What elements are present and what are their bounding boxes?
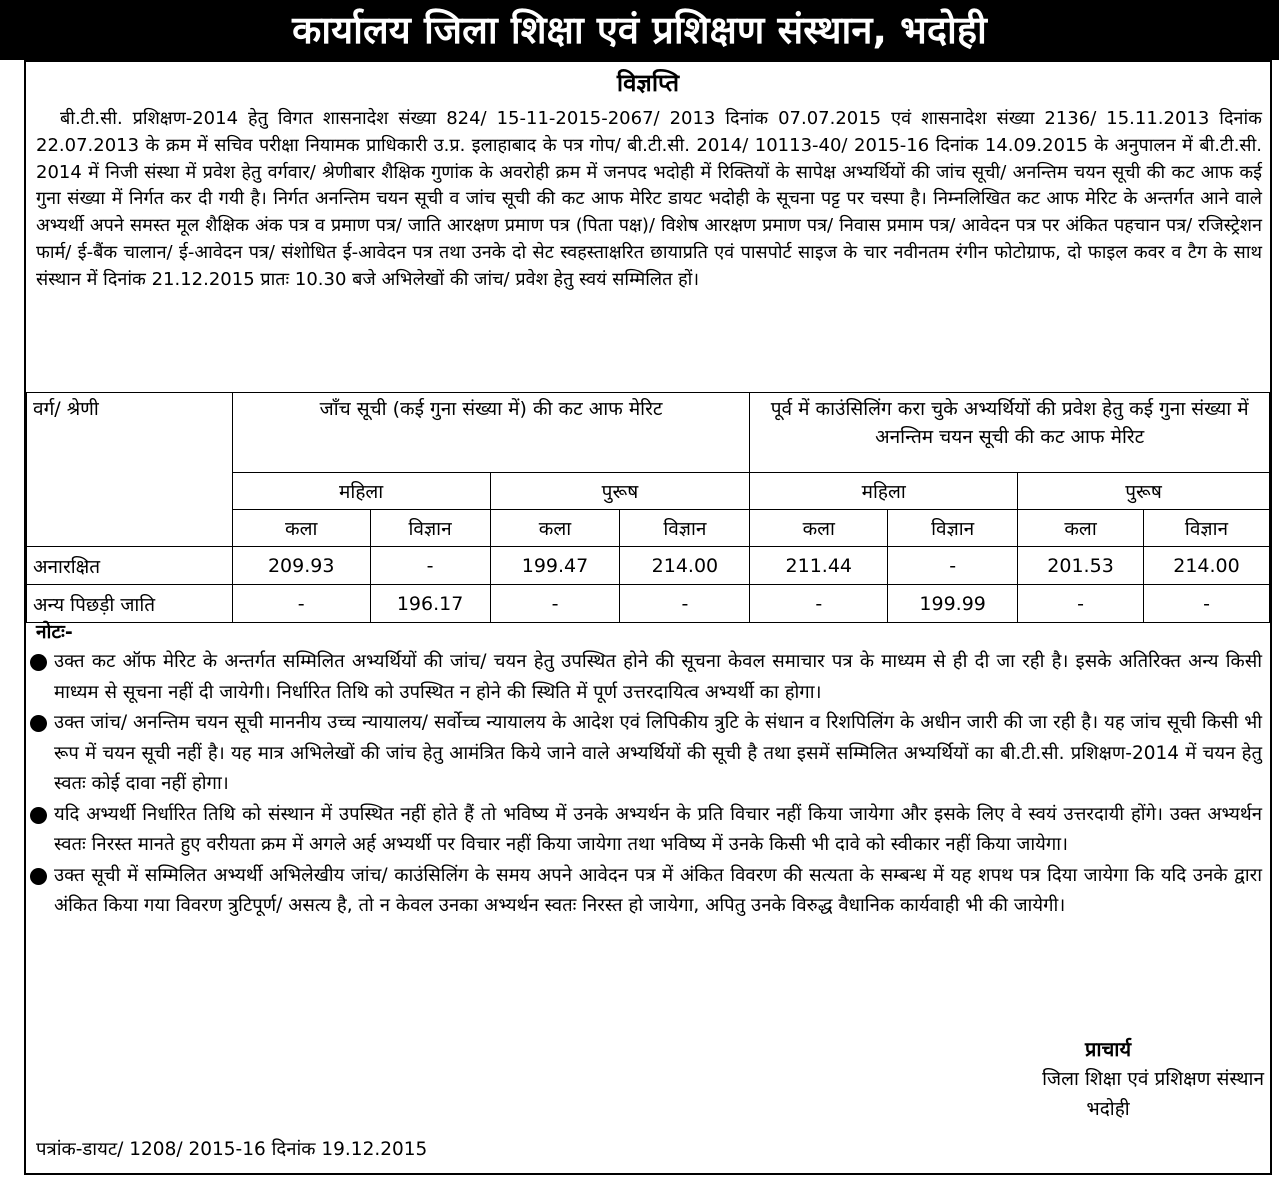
table-cell: - [1144, 585, 1270, 623]
reference-number: पत्रांक-डायट/ 1208/ 2015-16 दिनांक 19.12.2015 [36, 1139, 428, 1160]
table-cell: 199.99 [888, 585, 1018, 623]
signature-block [1042, 1034, 1264, 1124]
science-header: विज्ञान [370, 510, 490, 547]
science-header: विज्ञान [620, 510, 750, 547]
table-cell: 196.17 [370, 585, 490, 623]
science-header: विज्ञान [1144, 510, 1270, 547]
bullet-icon [30, 654, 47, 671]
row-category: अन्य पिछड़ी जाति [27, 585, 233, 623]
group-header-provisional-list: पूर्व में काउंसिलिंग करा चुके अभ्यर्थियों की प्रवेश हेतु कई गुना संख्या में अनन्तिम चयन सूची की कट आफ मेरिट [750, 393, 1270, 473]
category-header: वर्ग/ श्रेणी [27, 393, 233, 547]
bullet-icon [30, 868, 47, 885]
note-item [30, 708, 1262, 800]
table-cell: - [620, 585, 750, 623]
note-text: उक्त सूची में सम्मिलित अभ्यर्थी अभिलेखीय जांच/ काउंसिलिंग के समय अपने आवेदन पत्र में अंकित विवरण की सत्यता के सम्बन्ध में यह शपथ पत्र दिया जायेगा कि यदि उनके द्वारा अंकित किया गया विवरण त्रुटिपूर्ण/ असत्य है, तो न केवल उनका अभ्यर्थन स्वतः निरस्त हो जायेगा, अपितु उनके विरुद्ध वैधानिक कार्यवाही भी की जायेगी। [54, 864, 1262, 916]
table-cell: - [490, 585, 620, 623]
arts-header: कला [490, 510, 620, 547]
table-cell: 209.93 [232, 547, 370, 585]
row-category: अनारक्षित [27, 547, 233, 585]
arts-header: कला [232, 510, 370, 547]
bullet-icon [30, 715, 47, 732]
notes-list [30, 647, 1262, 922]
female-header: महिला [232, 473, 490, 510]
female-header: महिला [750, 473, 1018, 510]
table-cell: - [1018, 585, 1144, 623]
office-title-banner: कार्यालय जिला शिक्षा एवं प्रशिक्षण संस्थान, भदोही [0, 0, 1279, 60]
notice-body: बी.टी.सी. प्रशिक्षण-2014 हेतु विगत शासनादेश संख्या 824/ 15-11-2015-2067/ 2013 दिनांक 07.07.2015 एवं शासनादेश संख्या 2136/ 15.11.2013 दिनांक 22.07.2013 के क्रम में सचिव परीक्षा नियामक प्राधिकारी उ.प्र. इलाहाबाद के पत्र गोप/ बी.टी.सी. 2014/ 10113-40/ 2015-16 दिनांक 14.09.2015 के अनुपालन में बी.टी.सी. 2014 में निजी संस्था में प्रवेश हेतु वर्गवार/ श्रेणीबार शैक्षिक गुणांक के अवरोही क्रम में जनपद भदोही में रिक्तियों के सापेक्ष अभ्यर्थियों की जांच सूची/ अनन्तिम चयन सूची की कट आफ कई गुना संख्या में निर्गत कर दी गयी है। निर्गत अनन्तिम चयन सूची व जांच सूची की कट आफ मेरिट डायट भदोही के सूचना पट्ट पर चस्पा है। निम्नलिखित कट आफ मेरिट के अन्तर्गत आने वाले अभ्यर्थी अपने समस्त मूल शैक्षिक अंक पत्र व प्रमाण पत्र/ जाति आरक्षण प्रमाण पत्र (पिता पक्ष)/ विशेष आरक्षण प्रमाण पत्र/ निवास प्रमाम पत्र/ आवेदन पत्र पर अंकित पहचान पत्र/ रजिस्ट्रेशन फार्म/ ई-बैंक चालान/ ई-आवेदन पत्र/ संशोधित ई-आवेदन पत्र तथा उनके दो सेट स्वहस्ताक्षरित छायाप्रति एवं पासपोर्ट साइज के चार नवीनतम रंगीन फोटोग्राफ, दो फाइल कवर व टैग के साथ संस्थान में दिनांक 21.12.2015 प्रातः 10.30 बजे अभिलेखों की जांच/ प्रवेश हेतु स्वयं सम्मिलित हों। [36, 108, 1262, 290]
arts-header: कला [750, 510, 888, 547]
bullet-icon [30, 807, 47, 824]
group-header-check-list: जाँच सूची (कई गुना संख्या में) की कट आफ मेरिट [232, 393, 750, 473]
arts-header: कला [1018, 510, 1144, 547]
note-text: यदि अभ्यर्थी निर्धारित तिथि को संस्थान में उपस्थित नहीं होते हैं तो भविष्य में उनके अभ्यर्थन के प्रति विचार नहीं किया जायेगा और इसके लिए वे स्वयं उत्तरदायी होंगे। उक्त अभ्यर्थन स्वतः निरस्त मानते हुए वरीयता क्रम में अगले अर्ह अभ्यर्थी पर विचार नहीं किया जायेगा तथा भविष्य में उनके किसी भी दावे को स्वीकार नहीं किया जायेगा। [54, 803, 1262, 855]
notes-title: नोटः- [36, 621, 73, 643]
table-cell: - [750, 585, 888, 623]
table-cell: - [232, 585, 370, 623]
note-item [30, 647, 1262, 708]
note-item [30, 800, 1262, 861]
notice-frame [24, 60, 1272, 1175]
signatory-place: भदोही [1086, 1098, 1130, 1120]
table-row [27, 547, 1270, 585]
table-cell: 214.00 [1144, 547, 1270, 585]
male-header: पुरूष [1018, 473, 1270, 510]
table-row [27, 585, 1270, 623]
notice-heading: विज्ञप्ति [616, 69, 680, 97]
signatory-office: जिला शिक्षा एवं प्रशिक्षण संस्थान [1042, 1068, 1264, 1090]
table-cell: 199.47 [490, 547, 620, 585]
table-cell: - [370, 547, 490, 585]
note-text: उक्त कट ऑफ मेरिट के अन्तर्गत सम्मिलित अभ्यर्थियों की जांच/ चयन हेतु उपस्थित होने की सूचना केवल समाचार पत्र के माध्यम से ही दी जा रही है। इसके अतिरिक्त अन्य किसी माध्यम से सूचना नहीं दी जायेगी। निर्धारित तिथि को उपस्थित न होने की स्थिति में पूर्ण उत्तरदायित्व अभ्यर्थी का होगा। [54, 651, 1262, 703]
cut-off-merit-table [26, 392, 1270, 623]
table-cell: - [888, 547, 1018, 585]
table-cell: 214.00 [620, 547, 750, 585]
table-cell: 201.53 [1018, 547, 1144, 585]
table-cell: 211.44 [750, 547, 888, 585]
science-header: विज्ञान [888, 510, 1018, 547]
male-header: पुरूष [490, 473, 750, 510]
note-item [30, 861, 1262, 922]
note-text: उक्त जांच/ अनन्तिम चयन सूची माननीय उच्च न्यायालय/ सर्वोच्च न्यायालय के आदेश एवं लिपिकीय त्रुटि के संधान व रिशपिलिंग के अधीन जारी की जा रही है। यह जांच सूची किसी भी रूप में चयन सूची नहीं है। यह मात्र अभिलेखों की जांच हेतु आमंत्रित किये जाने वाले अभ्यर्थियों की सूची है तथा इसमें सम्मिलित अभ्यर्थियों का बी.टी.सी. प्रशिक्षण-2014 में चयन हेतु स्वतः कोई दावा नहीं होगा। [54, 712, 1262, 794]
signatory-title: प्राचार्य [1085, 1037, 1132, 1061]
